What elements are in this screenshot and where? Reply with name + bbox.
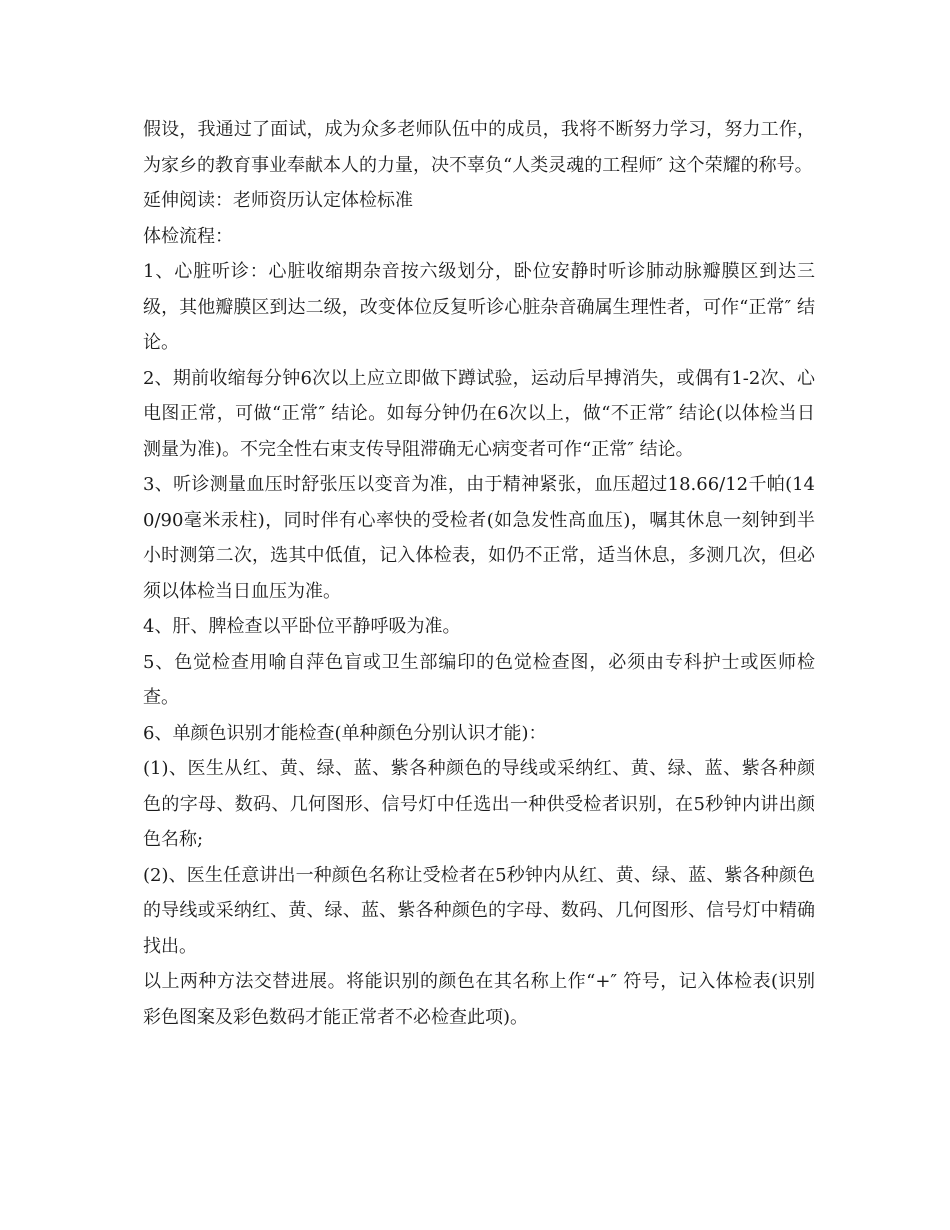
paragraph-item-6: 6、单颜色识别才能检查(单种颜色分别认识才能)：	[143, 722, 547, 744]
paragraph-exam-process: 体检流程：	[143, 225, 233, 247]
paragraph-item-4: 4、肝、脾检查以平卧位平静呼吸为准。	[143, 616, 461, 637]
paragraph-interview: 假设，我通过了面试，成为众多老师队伍中的成员，我将不断努力学习，努力工作，为家乡的教育事业奉献本人的力量，决不辜负“人类灵魂的工程师″ 这个荣耀的称号。	[143, 119, 815, 176]
paragraph-subitem-2: (2)、医生任意讲出一种颜色名称让受检者在5秒钟内从红、黄、绿、蓝、紫各种颜色的导线或采纳红、黄、绿、蓝、紫各种颜色的字母、数码、几何图形、信号灯中精确找出。	[143, 864, 815, 957]
paragraph-item-1: 1、心脏听诊：心脏收缩期杂音按六级划分，卧位安静时听诊肺动脉瓣膜区到达三级，其他瓣膜区到达二级，改变体位反复听诊心脏杂音确属生理性者，可作“正常″ 结论。	[143, 261, 815, 353]
document-body	[143, 112, 815, 1035]
paragraph-item-3: 3、听诊测量血压时舒张压以变音为准，由于精神紧张，血压超过18.66/12千帕(140/90毫米汞柱)，同时伴有心率快的受检者(如急发性高血压)，嘱其休息一刻钟到半小时测第二次，选其中低值，记入体检表，如仍不正常，适当休息，多测几次，但必须以体检当日血压为准。	[143, 474, 815, 602]
paragraph-extended-reading: 延伸阅读：老师资历认定体检标准	[143, 190, 413, 211]
paragraph-item-5: 5、色觉检查用喻自萍色盲或卫生部编印的色觉检查图，必须由专科护士或医师检查。	[143, 651, 815, 708]
paragraph-conclusion: 以上两种方法交替进展。将能识别的颜色在其名称上作“+″ 符号，记入体检表(识别彩色图案及彩色数码才能正常者不必检查此项)。	[143, 971, 815, 1028]
paragraph-subitem-1: (1)、医生从红、黄、绿、蓝、紫各种颜色的导线或采纳红、黄、绿、蓝、紫各种颜色的字母、数码、几何图形、信号灯中任选出一种供受检者识别，在5秒钟内讲出颜色名称;	[143, 758, 815, 850]
paragraph-item-2: 2、期前收缩每分钟6次以上应立即做下蹲试验，运动后早搏消失，或偶有1-2次、心电图正常，可做“正常″ 结论。如每分钟仍在6次以上，做“不正常″ 结论(以体检当日测量为准)。不完全性右束支传导阻滞确无心病变者可作“正常″ 结论。	[143, 367, 815, 460]
